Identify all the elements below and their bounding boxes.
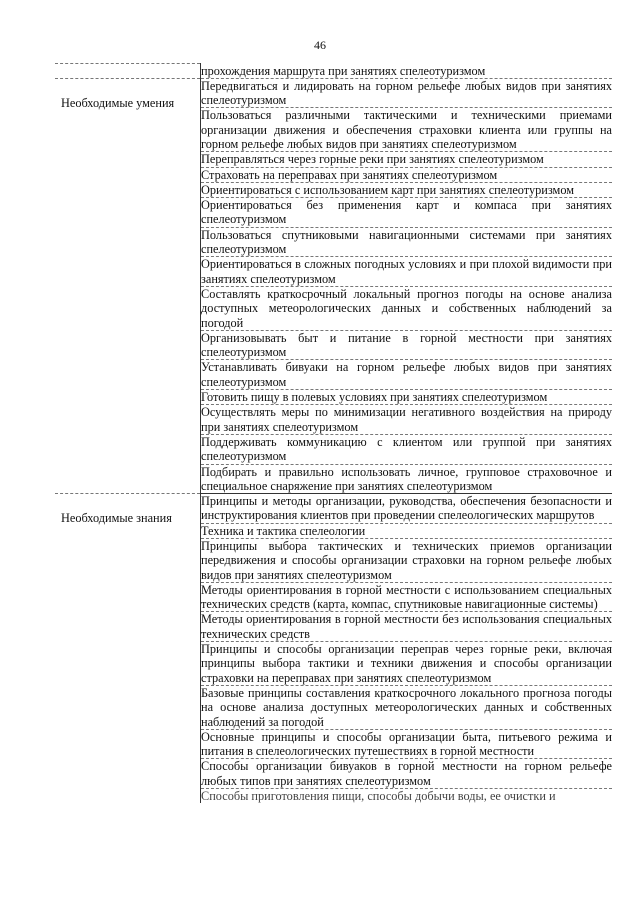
item-cell: Подбирать и правильно использовать личное, групповое страховочное и специальное снаряжение при занятиях спелеотуризмом bbox=[201, 464, 612, 493]
item-cell: Базовые принципы составления краткосрочного локального прогноза погоды на основе анализа доступных метеорологических данных и собственных наблюдений за погодой bbox=[201, 685, 612, 729]
item-cell: Организовывать быт и питание в горной местности при занятиях спелеотуризмом bbox=[201, 330, 612, 360]
continuation-cell: прохождения маршрута при занятиях спелеотуризмом bbox=[201, 64, 613, 79]
item-cell: Принципы и методы организации, руководства, обеспечения безопасности и инструктирования клиентов при проведении спелеологических маршрутов bbox=[201, 494, 612, 523]
item-cell: Принципы и способы организации переправ через горные реки, включая принципы выбора тактики и техники движения и способы организации страховки на переправах при занятиях спелеотуризмом bbox=[201, 642, 612, 685]
section-label-cell bbox=[55, 78, 201, 493]
item-cell: Страховать на переправах при занятиях спелеотуризмом bbox=[201, 167, 613, 182]
section-label: Необходимые умения bbox=[61, 95, 175, 110]
item-cell: Ориентироваться без применения карт и компаса при занятиях спелеотуризмом bbox=[201, 198, 612, 227]
item-cell: Способы организации бивуаков в горной местности на горном рельефе любых типов при занятиях спелеотуризмом bbox=[201, 759, 612, 788]
section-label-cell bbox=[55, 494, 201, 804]
item-cell: Основные принципы и способы организации быта, питьевого режима и питания в спелеологических путешествиях в горной местности bbox=[201, 729, 612, 759]
item-cell: Пользоваться различными тактическими и техническими приемами организации движения и обеспечения страховки клиента или группы на горном рельефе любых видов при занятиях спелеотуризмом bbox=[201, 108, 612, 151]
section-label: Необходимые знания bbox=[61, 511, 172, 526]
item-cell: Передвигаться и лидировать на горном рельефе любых видов при занятиях спелеотуризмом bbox=[201, 78, 612, 108]
table-row bbox=[55, 64, 612, 79]
item-cell: Принципы выбора тактических и технических приемов организации передвижения и способы организации страховки на горном рельефе любых видов при занятиях спелеотуризмом bbox=[201, 539, 612, 582]
item-cell: Составлять краткосрочный локальный прогноз погоды на основе анализа доступных метеорологических данных и собственных наблюдений за погодой bbox=[201, 286, 612, 330]
item-cell: Переправляться через горные реки при занятиях спелеотуризмом bbox=[201, 152, 613, 167]
table-row bbox=[55, 78, 612, 108]
page-number: 46 bbox=[314, 38, 326, 52]
item-cell: Поддерживать коммуникацию с клиентом или группой при занятиях спелеотуризмом bbox=[201, 434, 612, 464]
item-cell: Осуществлять меры по минимизации негативного воздействия на природу при занятиях спелеотуризмом bbox=[201, 405, 612, 434]
item-cell: Методы ориентирования в горной местности без использования специальных технических средств bbox=[201, 612, 612, 641]
item-cell: Пользоваться спутниковыми навигационными системами при занятиях спелеотуризмом bbox=[201, 227, 612, 257]
item-cell: Техника и тактика спелеологии bbox=[201, 523, 613, 538]
empty-label-cell bbox=[55, 64, 201, 79]
item-cell: Ориентироваться в сложных погодных условиях и при плохой видимости при занятиях спелеотуризмом bbox=[201, 257, 612, 286]
item-cell: Способы приготовления пищи, способы добычи воды, ее очистки и bbox=[201, 789, 556, 804]
table-row bbox=[55, 494, 612, 524]
item-cell: Ориентироваться с использованием карт при занятиях спелеотуризмом bbox=[201, 182, 613, 197]
item-cell: Готовить пищу в полевых условиях при занятиях спелеотуризмом bbox=[201, 390, 613, 405]
item-cell: Устанавливать бивуаки на горном рельефе любых видов при занятиях спелеотуризмом bbox=[201, 360, 612, 389]
competency-table bbox=[55, 63, 612, 803]
item-cell: Методы ориентирования в горной местности с использованием специальных технических средств (карта, компас, спутниковые навигационные системы) bbox=[201, 582, 612, 612]
